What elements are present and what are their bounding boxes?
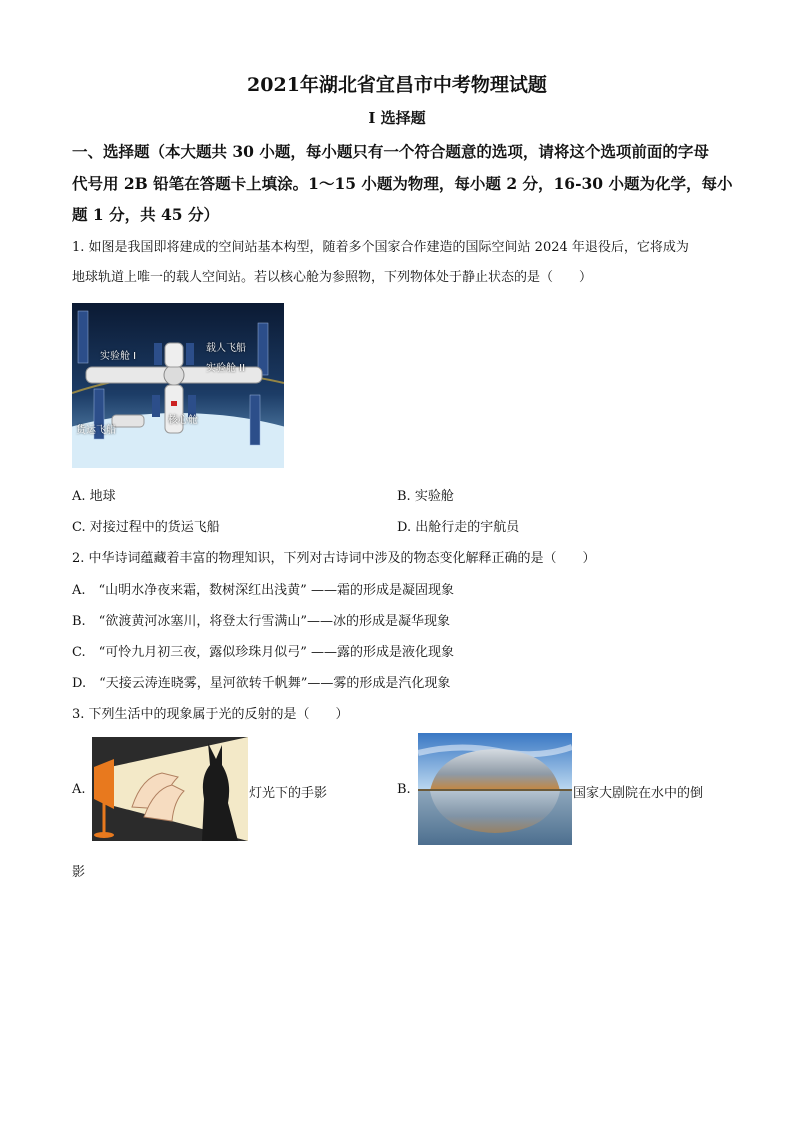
q2-option-d: D. “天接云涛连晓雾，星河欲转千帆舞”——雾的形成是汽化现象 [72, 676, 451, 691]
label-lab-module-1: 实验舱 I [100, 351, 137, 362]
section-instructions-line1: 一、选择题（本大题共 30 小题，每小题只有一个符合题意的选项，请将这个选项前面的字母 [72, 142, 709, 161]
q2-option-c: C. “可怜九月初三夜，露似珍珠月似弓” ——露的形成是液化现象 [72, 645, 455, 660]
question-2-stem: 2. 中华诗词蕴藏着丰富的物理知识，下列对古诗词中涉及的物态变化解释正确的是（ ） [72, 551, 596, 566]
section-instructions-line2: 代号用 2B 铅笔在答题卡上填涂。1～15 小题为物理，每小题 2 分，16-30 小题为化学，每小 [72, 174, 733, 193]
q3-option-b-caption: 国家大剧院在水中的倒 [573, 786, 704, 801]
space-station-image [72, 303, 284, 468]
page-title: 2021年湖北省宜昌市中考物理试题 [247, 74, 547, 96]
section-instructions-line3: 题 1 分，共 45 分） [72, 205, 219, 224]
q1-option-a: A. 地球 [72, 489, 116, 504]
hand-shadow-image [92, 737, 248, 841]
q3-option-b-caption-cont: 影 [72, 865, 86, 880]
label-core-module: 核心舱 [168, 415, 198, 426]
q3-option-a-caption: 灯光下的手影 [249, 786, 328, 801]
label-crew-ship: 载人飞船 [206, 343, 246, 354]
question-1-stem-line1: 1. 如图是我国即将建成的空间站基本构型，随着多个国家合作建造的国际空间站 2024 年退役后，它将成为 [72, 240, 689, 255]
national-theater-image [418, 733, 572, 845]
label-cargo-ship: 货运飞船 [76, 425, 116, 436]
question-1-stem-line2: 地球轨道上唯一的载人空间站。若以核心舱为参照物，下列物体处于静止状态的是（ ） [72, 270, 593, 285]
q3-option-b-letter: B. [397, 782, 411, 797]
q3-option-a-letter: A. [72, 782, 86, 797]
label-lab-module-2: 实验舱 II [206, 363, 246, 374]
part-heading: I 选择题 [368, 109, 426, 127]
q1-option-d: D. 出舱行走的宇航员 [397, 520, 520, 535]
q2-option-a: A. “山明水净夜来霜，数树深红出浅黄” ——霜的形成是凝固现象 [72, 583, 454, 598]
q1-option-c: C. 对接过程中的货运飞船 [72, 520, 220, 535]
q1-option-b: B. 实验舱 [397, 489, 454, 504]
q2-option-b: B. “欲渡黄河冰塞川，将登太行雪满山”——冰的形成是凝华现象 [72, 614, 450, 629]
question-3-stem: 3. 下列生活中的现象属于光的反射的是（ ） [72, 707, 349, 722]
